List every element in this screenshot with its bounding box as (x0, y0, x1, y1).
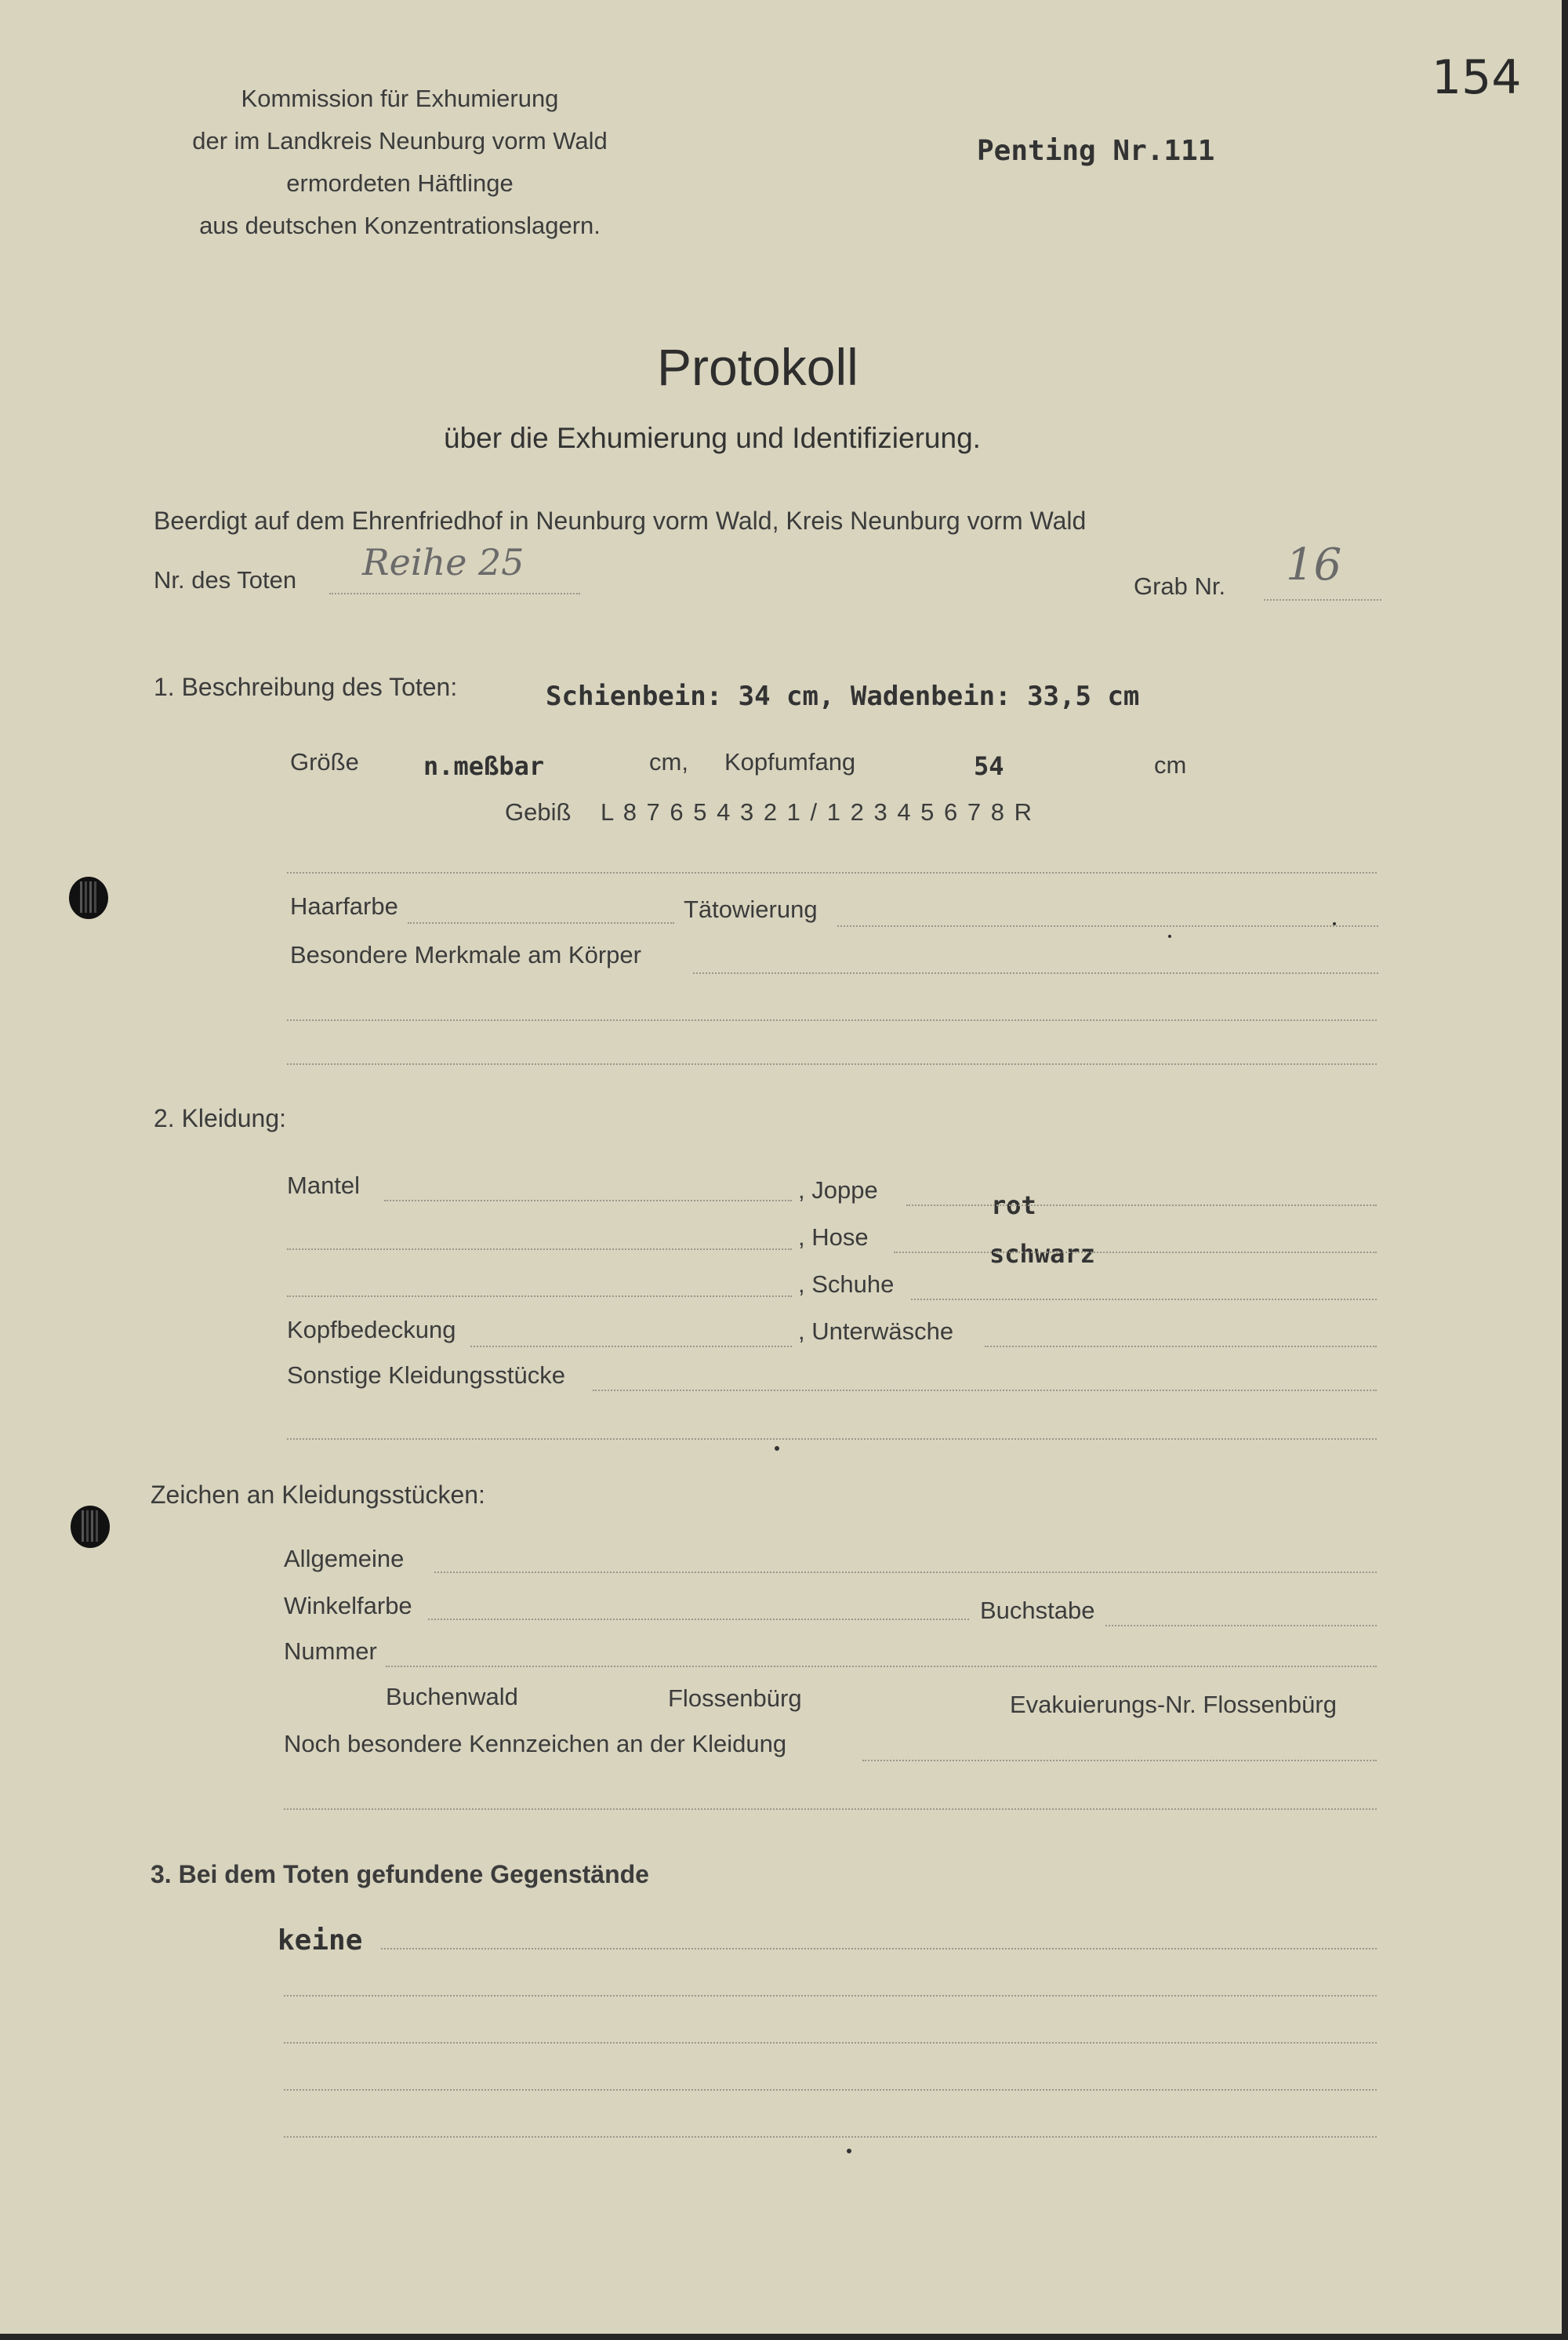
marks-heading: Zeichen an Kleidungsstücken: (151, 1481, 485, 1509)
section3-value: keine (278, 1924, 363, 1957)
unterwaesche-line (985, 1346, 1377, 1347)
burial-line: Beerdigt auf dem Ehrenfriedhof in Neunburg vorm Wald, Kreis Neunburg vorm Wald (154, 507, 1087, 535)
nummer-line (386, 1666, 1377, 1667)
taetowierung-line (837, 925, 1378, 927)
grave-no-line (1264, 599, 1381, 601)
gebiss-label: Gebiß (505, 798, 572, 826)
hose-label: , Hose (798, 1223, 869, 1251)
dead-no-label: Nr. des Toten (154, 566, 297, 594)
items-line (381, 1948, 1377, 1949)
sonstige-line (287, 1438, 1377, 1440)
hose-prefix-line (287, 1248, 792, 1250)
scan-edge-right (1562, 0, 1568, 2340)
haarfarbe-label: Haarfarbe (290, 892, 398, 920)
grave-no-label: Grab Nr. (1134, 572, 1226, 600)
noch-label: Noch besondere Kennzeichen an der Kleidung (284, 1730, 787, 1757)
description-value: Schienbein: 34 cm, Wadenbein: 33,5 cm (546, 681, 1140, 712)
merkmale-line (693, 972, 1378, 974)
noch-line (862, 1760, 1377, 1761)
section2-heading: 2. Kleidung: (154, 1104, 287, 1132)
section3-heading: 3. Bei dem Toten gefundene Gegenstände (151, 1860, 649, 1888)
sonstige-label: Sonstige Kleidungsstücke (287, 1361, 566, 1389)
schuhe-prefix-line (287, 1295, 792, 1297)
mantel-line (384, 1200, 792, 1201)
buchstabe-line (1105, 1625, 1377, 1626)
winkelfarbe-label: Winkelfarbe (284, 1592, 412, 1619)
allgemeine-label: Allgemeine (284, 1545, 405, 1572)
gebiss-line (287, 872, 1377, 874)
winkelfarbe-line (428, 1619, 969, 1620)
flossenbuerg-label: Flossenbürg (668, 1684, 802, 1712)
items-line (284, 2136, 1377, 2138)
kopfumfang-value: 54 (974, 751, 1004, 781)
commission-line: Kommission für Exhumierung (241, 85, 559, 112)
schuhe-line (911, 1299, 1377, 1300)
commission-line: der im Landkreis Neunburg vorm Wald (192, 127, 608, 154)
sonstige-line (593, 1390, 1377, 1391)
allgemeine-line (434, 1572, 1377, 1573)
reference-number: Penting Nr.111 (977, 135, 1215, 167)
hose-value: schwarz (989, 1239, 1095, 1269)
page-subtitle: über die Exhumierung und Identifizierung. (444, 422, 981, 454)
items-line (284, 2042, 1377, 2044)
commission-line: ermordeten Häftlinge (286, 169, 514, 197)
haarfarbe-line (408, 922, 674, 924)
groesse-label: Größe (290, 748, 359, 776)
joppe-label: , Joppe (798, 1176, 878, 1204)
cm-label: cm, (649, 748, 688, 776)
nummer-label: Nummer (284, 1637, 377, 1665)
grave-no-value: 16 (1286, 540, 1342, 590)
speck (1333, 922, 1336, 925)
groesse-value: n.meßbar (423, 751, 545, 781)
buchenwald-label: Buchenwald (386, 1683, 518, 1710)
joppe-value: rot (991, 1190, 1036, 1220)
cm-label: cm (1154, 751, 1187, 779)
kopfbedeckung-line (470, 1346, 792, 1347)
unterwaesche-label: , Unterwäsche (798, 1317, 954, 1345)
speck (847, 2149, 851, 2153)
section1-heading: 1. Beschreibung des Toten: (154, 673, 458, 701)
page-number: 154 (1432, 50, 1522, 105)
merkmale-line (287, 1019, 1377, 1021)
schuhe-label: , Schuhe (798, 1270, 895, 1298)
punch-hole (69, 877, 108, 919)
items-line (284, 2089, 1377, 2091)
dead-no-line (329, 593, 580, 594)
speck (775, 1446, 779, 1451)
mantel-label: Mantel (287, 1172, 361, 1199)
page-title: Protokoll (657, 338, 858, 396)
taetowierung-label: Tätowierung (684, 896, 818, 923)
merkmale-label: Besondere Merkmale am Körper (290, 941, 641, 968)
noch-line (284, 1808, 1377, 1810)
merkmale-line (287, 1063, 1377, 1065)
punch-hole (71, 1506, 110, 1548)
kopfumfang-label: Kopfumfang (724, 748, 856, 776)
items-line (284, 1995, 1377, 1997)
joppe-line (906, 1205, 1377, 1206)
speck (1168, 935, 1171, 938)
gebiss-row: L 8 7 6 5 4 3 2 1 / 1 2 3 4 5 6 7 8 R (601, 798, 1033, 826)
evakuierung-label: Evakuierungs-Nr. Flossenbürg (1010, 1691, 1337, 1718)
kopfbedeckung-label: Kopfbedeckung (287, 1316, 456, 1343)
scan-edge-bottom (0, 2334, 1568, 2340)
hose-line (894, 1252, 1377, 1253)
dead-no-value: Reihe 25 (362, 541, 524, 583)
buchstabe-label: Buchstabe (980, 1597, 1095, 1624)
commission-line: aus deutschen Konzentrationslagern. (199, 212, 601, 239)
